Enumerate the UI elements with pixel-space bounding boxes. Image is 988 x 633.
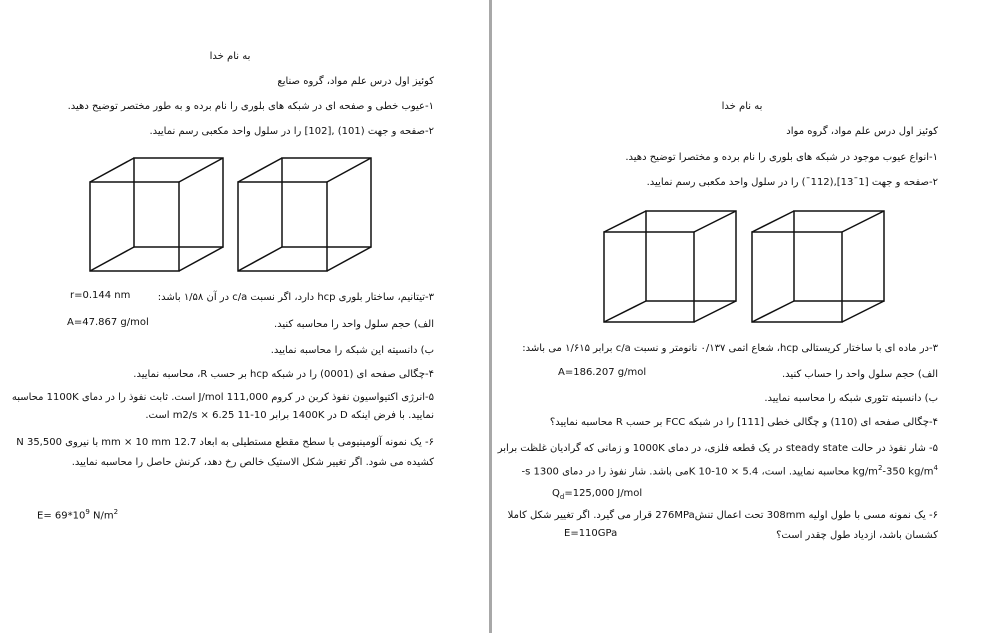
document-page-left [0,0,489,633]
page-header: به نام خدا [209,51,251,62]
question-3b: ب) دانسیته این شبکه را محاسبه نمایید. [270,345,434,356]
cube-diagram-2 [750,208,890,328]
question-6-line-2: کشسان باشد، ازدیاد طول چقدر است؟ [776,530,938,541]
q5-activation-energy: $Q_d=125,000$ J/mol [552,488,643,501]
question-4: ۴-چگالی صفحه ای (110) و چگالی خطی [111] را در شبکه FCC بر حسب R محاسبه نمایید؟ [549,417,938,428]
cube-diagram-1 [602,208,742,328]
question-6-line-1: ۶- یک نمونه آلومینیومی با سطح مقطع مستطیلی به ابعاد 12.7 mm × 10 mm با نیروی 35,500 N [16,437,434,448]
q6-modulus: $E= 69*10^9$ $N/m^2$ [37,508,119,522]
cube-diagram-1 [88,155,228,275]
question-3: ۳-در ماده ای با ساختار کریستالی hcp، شعاع اتمی ۰/۱۳۷ نانومتر و نسبت c/a برابر ۱/۶۱۵ می باشد: [522,343,938,354]
quiz-title: کوئیز اول درس علم مواد، گروه مواد [786,126,938,137]
question-3b: ب) دانسیته تئوری شبکه را محاسبه نمایید. [764,393,938,404]
question-6-line-1: ۶- یک نمونه مسی با طول اولیه 308mm تحت اعمال تنش276MPa قرار می گیرد. اگر تغییر شکل کاملا [507,510,938,521]
question-5-line-1: ۵- شار نفوذ در حالت steady state در یک قطعه فلزی، در دمای 1000K و زمانی که گرادیان غلظت برابر [497,443,938,454]
question-6-line-2: کشیده می شود. اگر تغییر شکل الاستیک خالص رخ دهد، کرنش حاصل را محاسبه نمایید. [71,457,434,468]
document-page-right [492,0,988,633]
question-2: ۲-صفحه و جهت [1¯13],(112¯) را در سلول واحد مکعبی رسم نمایید. [646,177,938,188]
question-1: ۱-انواع عیوب موجود در شبکه های بلوری را نام برده و مختصرا توضیح دهید. [625,152,938,163]
question-3: ۳-تیتانیم، ساختار بلوری hcp دارد، اگر نسبت c/a در آن ۱/۵۸ باشد: [157,292,434,303]
question-3a: الف) حجم سلول واحد را محاسبه کنید. [273,319,434,330]
question-2: ۲-صفحه و جهت (101) ,[102] را در سلول واحد مکعبی رسم نمایید. [149,126,434,137]
page-header: به نام خدا [721,101,763,112]
question-1: ۱-عیوب خطی و صفحه ای در شبکه های بلوری را نام برده و به طور مختصر توضیح دهید. [67,101,434,112]
question-5-line-1: ۵-انرژی اکتیواسیون نفوذ کربن در کروم 111,000 J/mol است. ثابت نفوذ را در دمای 1100K محاسبه [11,392,434,403]
question-5-line-2: نمایید. با فرض اینکه D در 1400K برابر 10-11 m2/s × 6.25 است. [145,410,434,421]
question-4: ۴-چگالی صفحه ای (0001) را در شبکه hcp بر حسب R، محاسبه نمایید. [133,369,434,380]
question-5-line-2: -s می باشد. شار نفوذ را در دمای 1300K محاسبه نمایید. است، 5.4 × 10-10 $kg/m^2-350$ $kg/m^4$ [521,464,938,478]
q3-atomic-mass: A=186.207 g/mol [558,367,647,378]
q3-radius: r=0.144 nm [70,290,131,301]
cube-diagram-2 [236,155,376,275]
question-3a: الف) حجم سلول واحد را حساب کنید. [782,369,938,380]
q3-atomic-mass: A=47.867 g/mol [67,317,149,328]
quiz-title: کوئیز اول درس علم مواد، گروه صنایع [277,76,434,87]
q6-modulus: E=110GPa [564,528,618,539]
